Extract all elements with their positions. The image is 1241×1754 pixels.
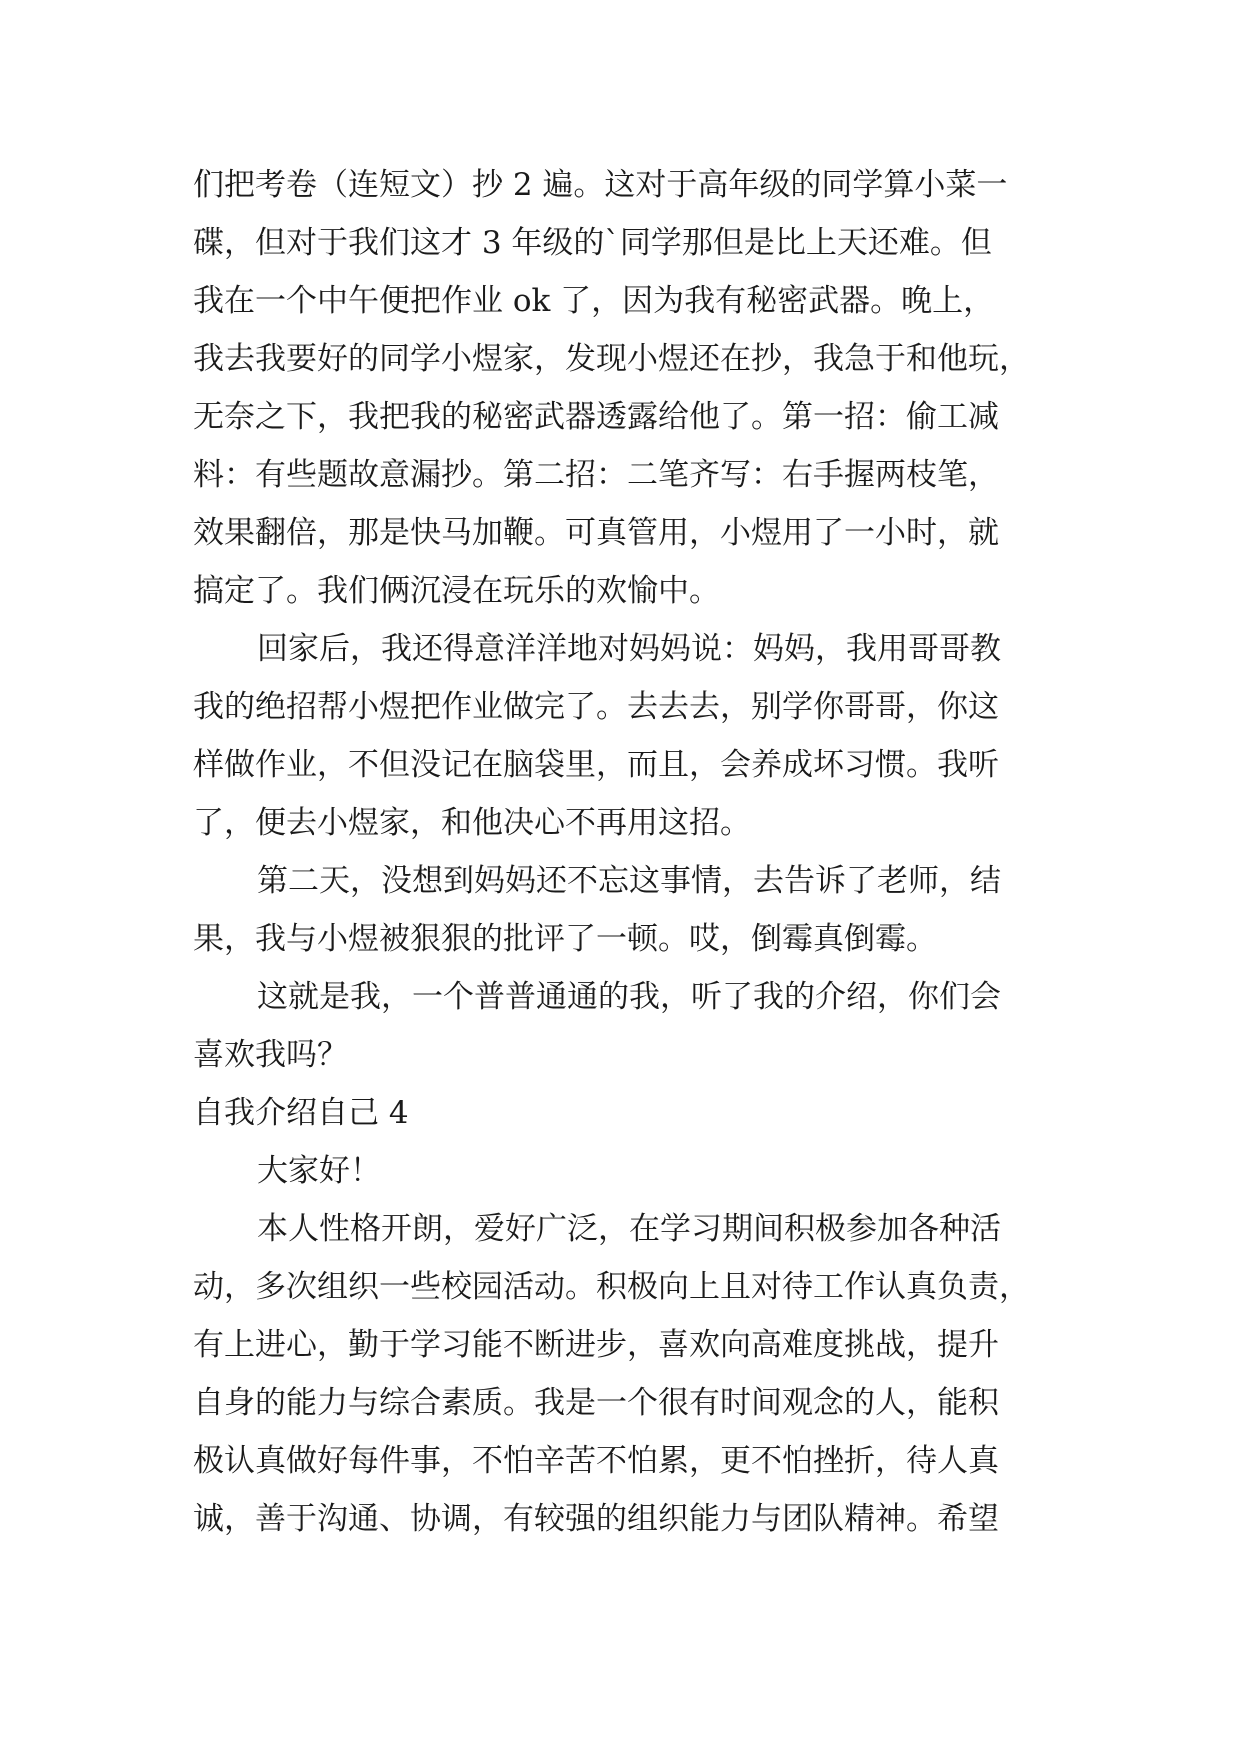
- text-line: 们把考卷（连短文）抄 2 遍。这对于高年级的同学算小菜一: [193, 167, 1008, 203]
- text-line: 我在一个中午便把作业 ok 了，因为我有秘密武器。晚上，: [193, 283, 995, 319]
- text-line: 搞定了。我们俩沉浸在玩乐的欢愉中。: [193, 573, 720, 609]
- text-line: 喜欢我吗？: [193, 1037, 348, 1073]
- text-line: 极认真做好每件事，不怕辛苦不怕累，更不怕挫折，待人真: [193, 1443, 999, 1479]
- greeting-line: 大家好！: [257, 1153, 381, 1189]
- paragraph-start-line: 本人性格开朗，爱好广泛，在学习期间积极参加各种活: [257, 1211, 1001, 1247]
- section-heading: 自我介绍自己 4: [193, 1095, 409, 1131]
- text-line: 诚，善于沟通、协调，有较强的组织能力与团队精神。希望: [193, 1501, 999, 1537]
- text-line: 料：有些题故意漏抄。第二招：二笔齐写：右手握两枝笔，: [193, 457, 999, 493]
- text-line: 我去我要好的同学小煜家，发现小煜还在抄，我急于和他玩，: [193, 341, 1030, 377]
- text-line: 了，便去小煜家，和他决心不再用这招。: [193, 805, 751, 841]
- text-line: 自身的能力与综合素质。我是一个很有时间观念的人，能积: [193, 1385, 999, 1421]
- paragraph-start-line: 回家后，我还得意洋洋地对妈妈说：妈妈，我用哥哥教: [257, 631, 1001, 667]
- text-line: 有上进心，勤于学习能不断进步，喜欢向高难度挑战，提升: [193, 1327, 999, 1363]
- text-line: 我的绝招帮小煜把作业做完了。去去去，别学你哥哥，你这: [193, 689, 999, 725]
- text-line: 碟，但对于我们这才 3 年级的`同学那但是比上天还难。但: [193, 225, 992, 261]
- text-line: 果，我与小煜被狠狠的批评了一顿。哎，倒霉真倒霉。: [193, 921, 937, 957]
- paragraph-start-line: 这就是我，一个普普通通的我，听了我的介绍，你们会: [257, 979, 1001, 1015]
- text-line: 样做作业，不但没记在脑袋里，而且，会养成坏习惯。我听: [193, 747, 999, 783]
- text-line: 无奈之下，我把我的秘密武器透露给他了。第一招：偷工减: [193, 399, 999, 435]
- paragraph-start-line: 第二天，没想到妈妈还不忘这事情，去告诉了老师，结: [257, 863, 1001, 899]
- text-line: 效果翻倍，那是快马加鞭。可真管用，小煜用了一小时，就: [193, 515, 999, 551]
- text-line: 动，多次组织一些校园活动。积极向上且对待工作认真负责，: [193, 1269, 1030, 1305]
